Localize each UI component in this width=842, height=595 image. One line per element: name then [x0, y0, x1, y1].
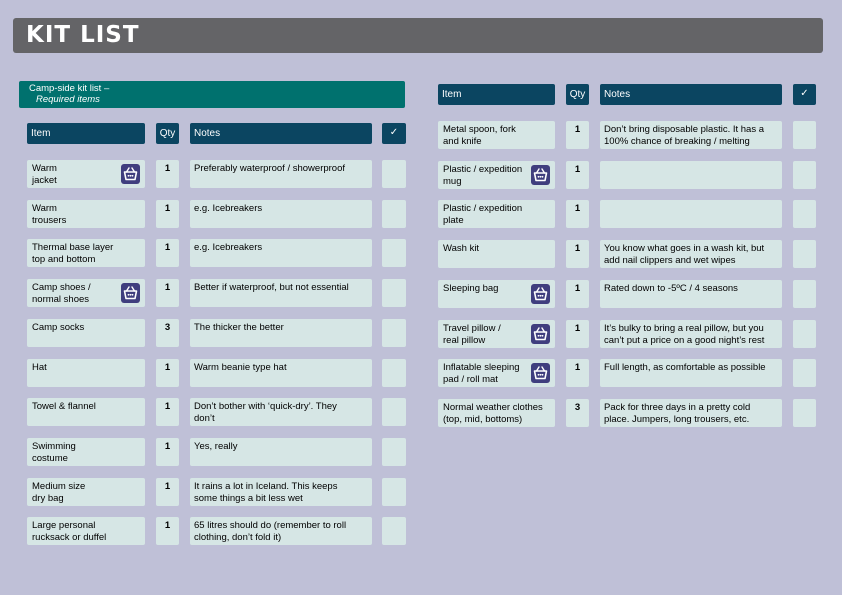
item-label: Camp socks — [32, 322, 85, 333]
basket-icon[interactable] — [531, 363, 550, 383]
item-label: Warm trousers — [32, 203, 67, 226]
basket-icon[interactable] — [121, 164, 140, 184]
left-row-item — [27, 319, 145, 347]
left-row-notes: e.g. Icebreakers — [190, 200, 372, 228]
left-row-checkbox[interactable] — [382, 200, 406, 228]
right-row-notes: It’s bulky to bring a real pillow, but you can’t put a price on a good night’s rest — [600, 320, 782, 348]
right-row-checkbox[interactable] — [793, 320, 816, 348]
item-label: Medium size dry bag — [32, 481, 86, 504]
right-header-notes: Notes — [600, 84, 782, 105]
left-row-item — [27, 200, 145, 228]
item-label: Wash kit — [443, 243, 480, 254]
right-row-item — [438, 200, 555, 228]
left-row-checkbox[interactable] — [382, 239, 406, 267]
right-row-item — [438, 320, 555, 348]
right-header-check: ✓ — [793, 84, 816, 105]
left-row-checkbox[interactable] — [382, 478, 406, 506]
right-row-checkbox[interactable] — [793, 399, 816, 427]
right-header-qty: Qty — [566, 84, 589, 105]
item-label: Thermal base layer top and bottom — [32, 242, 114, 265]
right-row-notes: Full length, as comfortable as possible — [600, 359, 782, 387]
left-row-item — [27, 160, 145, 188]
title-bar — [13, 18, 823, 53]
right-row-qty: 1 — [566, 359, 589, 387]
left-row-qty: 1 — [156, 160, 179, 188]
right-row-qty: 1 — [566, 240, 589, 268]
section-banner — [19, 81, 405, 108]
right-row-qty: 1 — [566, 161, 589, 189]
right-row-notes — [600, 200, 782, 228]
right-row-notes — [600, 161, 782, 189]
item-label: Sleeping bag — [443, 283, 499, 294]
left-row-item — [27, 359, 145, 387]
page-title: KIT LIST — [26, 22, 140, 48]
item-label: Swimming costume — [32, 441, 76, 464]
right-row-qty: 1 — [566, 280, 589, 308]
left-row-notes: Don’t bother with ‘quick-dry’. They don’t — [190, 398, 372, 426]
section-title: Camp-side kit list – — [29, 83, 110, 94]
right-row-item — [438, 161, 555, 189]
item-label: Normal weather clothes (top, mid, bottoms) — [443, 402, 543, 425]
left-row-item — [27, 398, 145, 426]
right-row-notes: Rated down to -5ºC / 4 seasons — [600, 280, 782, 308]
item-label: Metal spoon, fork and knife — [443, 124, 516, 147]
left-row-item — [27, 517, 145, 545]
left-header-qty: Qty — [156, 123, 179, 144]
right-row-qty: 1 — [566, 200, 589, 228]
right-row-notes: You know what goes in a wash kit, but add nail clippers and wet wipes — [600, 240, 782, 268]
right-row-checkbox[interactable] — [793, 359, 816, 387]
right-row-checkbox[interactable] — [793, 121, 816, 149]
left-row-qty: 1 — [156, 438, 179, 466]
left-row-item — [27, 438, 145, 466]
left-row-qty: 1 — [156, 239, 179, 267]
left-row-notes: Yes, really — [190, 438, 372, 466]
left-row-checkbox[interactable] — [382, 438, 406, 466]
left-row-checkbox[interactable] — [382, 517, 406, 545]
item-label: Plastic / expedition plate — [443, 203, 523, 226]
left-row-item — [27, 478, 145, 506]
right-row-item — [438, 399, 555, 427]
basket-icon[interactable] — [531, 324, 550, 344]
item-label: Warm jacket — [32, 163, 57, 186]
right-row-item — [438, 240, 555, 268]
right-row-qty: 1 — [566, 320, 589, 348]
left-row-qty: 1 — [156, 517, 179, 545]
right-row-checkbox[interactable] — [793, 200, 816, 228]
left-row-item — [27, 279, 145, 307]
left-row-qty: 3 — [156, 319, 179, 347]
item-label: Towel & flannel — [32, 401, 96, 412]
left-row-item — [27, 239, 145, 267]
right-row-qty: 3 — [566, 399, 589, 427]
item-label: Plastic / expedition mug — [443, 164, 523, 187]
right-header-item: Item — [438, 84, 555, 105]
left-row-notes: It rains a lot in Iceland. This keeps some things a bit less wet — [190, 478, 372, 506]
left-header-check: ✓ — [382, 123, 406, 144]
left-row-checkbox[interactable] — [382, 398, 406, 426]
left-row-notes: Better if waterproof, but not essential — [190, 279, 372, 307]
right-row-notes: Pack for three days in a pretty cold place. Jumpers, long trousers, etc. — [600, 399, 782, 427]
left-row-qty: 1 — [156, 478, 179, 506]
basket-icon[interactable] — [531, 284, 550, 304]
section-subtitle: Required items — [36, 94, 100, 105]
left-header-item: Item — [27, 123, 145, 144]
item-label: Camp shoes / normal shoes — [32, 282, 91, 305]
basket-icon[interactable] — [531, 165, 550, 185]
right-row-item — [438, 121, 555, 149]
left-row-notes: e.g. Icebreakers — [190, 239, 372, 267]
left-row-checkbox[interactable] — [382, 359, 406, 387]
left-row-checkbox[interactable] — [382, 279, 406, 307]
item-label: Inflatable sleeping pad / roll mat — [443, 362, 520, 385]
left-row-checkbox[interactable] — [382, 319, 406, 347]
right-row-item — [438, 280, 555, 308]
left-row-qty: 1 — [156, 359, 179, 387]
left-row-notes: The thicker the better — [190, 319, 372, 347]
left-row-notes: Preferably waterproof / showerproof — [190, 160, 372, 188]
item-label: Travel pillow / real pillow — [443, 323, 501, 346]
left-header-notes: Notes — [190, 123, 372, 144]
right-row-checkbox[interactable] — [793, 240, 816, 268]
right-row-checkbox[interactable] — [793, 280, 816, 308]
left-row-qty: 1 — [156, 200, 179, 228]
left-row-qty: 1 — [156, 398, 179, 426]
right-row-item — [438, 359, 555, 387]
right-row-notes: Don’t bring disposable plastic. It has a 100% chance of breaking / melting — [600, 121, 782, 149]
item-label: Hat — [32, 362, 47, 373]
left-row-qty: 1 — [156, 279, 179, 307]
left-row-notes: 65 litres should do (remember to roll clothing, don’t fold it) — [190, 517, 372, 545]
right-row-checkbox[interactable] — [793, 161, 816, 189]
basket-icon[interactable] — [121, 283, 140, 303]
left-row-notes: Warm beanie type hat — [190, 359, 372, 387]
right-row-qty: 1 — [566, 121, 589, 149]
left-row-checkbox[interactable] — [382, 160, 406, 188]
item-label: Large personal rucksack or duffel — [32, 520, 107, 543]
